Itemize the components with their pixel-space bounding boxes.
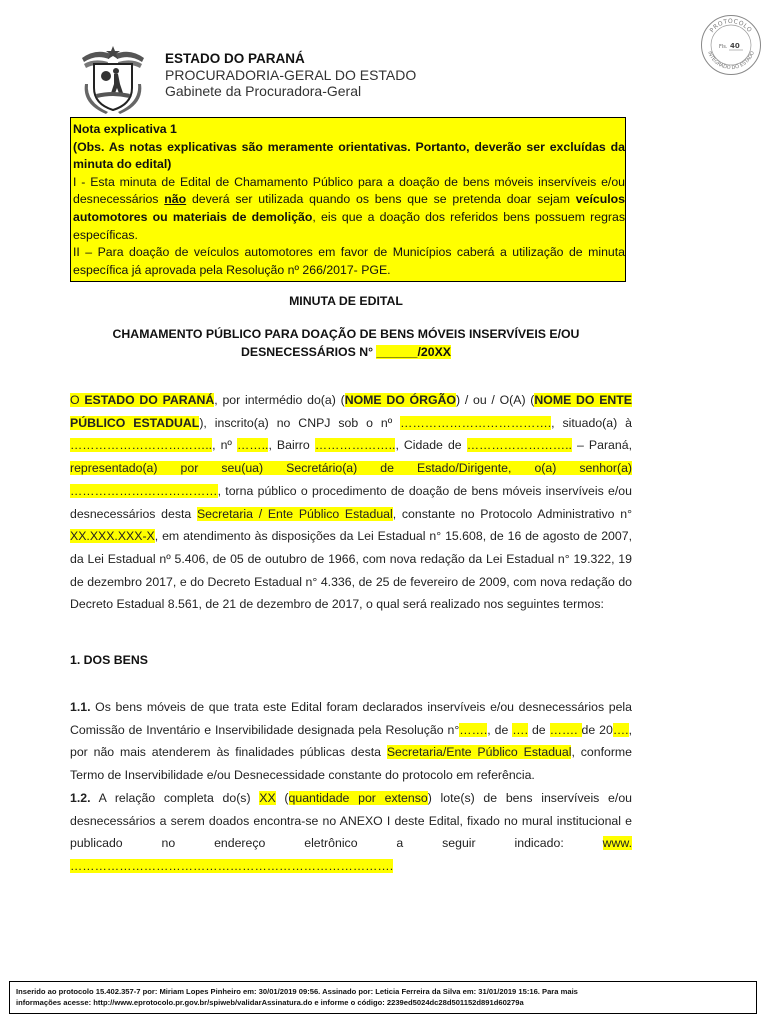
footer-line-2: informações acesse: http://www.eprotocolo.pr.gov.br/spiweb/validarAssinatura.do e informe o código: 2239ed5024dc28d501152d891d60279a [16,998,524,1007]
stamp-top-text: PROTOCOLO [708,17,754,35]
note-emphasis-vehicles: veículos automotores ou materiais de demolição [73,192,626,224]
organization-header [165,51,416,99]
note-observation: (Obs. As notas explicativas são meramente orientativas. Portanto, deverão ser excluídas da minuta do edital) [73,139,625,172]
stamp-fls-label: Fls. [719,44,728,50]
clause-1-1: 1.1. Os bens móveis de que trata este Edital foram declarados inservíveis e/ou desnecessários pela Comissão de Inventário e Inservibilidade designada pela Resolução n°……., de …. de ……. de 20…., por não mais atenderem às finalidades públicas desta Secretaria/Ente Público Estadual, conforme Termo de Inservibilidade e/ou Desnecessidade constante do protocolo em referência. [70,700,633,783]
signature-footer [9,981,757,1014]
protocol-stamp [700,14,762,76]
intro-paragraph: O ESTADO DO PARANÁ, por intermédio do(a) (NOME DO ÓRGÃO) / ou / O(A) (NOME DO ENTE PÚBLICO ESTADUAL), inscrito(a) no CNPJ sob o nº ………………………………., situado(a) à …………………………….., nº …….., Bairro ……………….., Cidade de …………………….. – Paraná, representado(a) por seu(ua) Secretário(a) de Estado/Dirigente, o(a) senhor(a) ………………………………, torna público o procedimento de doação de bens móveis inservíveis e/ou desnecessários desta Secretaria / Ente Público Estadual, constante no Protocolo Administrativo n° XX.XXX.XXX-X, em atendimento às disposições da Lei Estadual n° 15.608, de 16 de agosto de 2007, da Lei Estadual nº 5.406, de 05 de outubro de 1966, com nova redação da Lei Estadual n° 19.322, 19 de dezembro 2017, e do Decreto Estadual n° 4.336, de 25 de fevereiro de 2009, com nova redação do Decreto Estadual 8.561, de 21 de dezembro de 2017, o qual será realizado nos seguintes termos: [70,393,632,612]
section-heading-bens: 1. DOS BENS [70,653,148,667]
note-paragraph-2: II – Para doação de veículos automotores em favor de Municípios caberá a utilização de minuta específica já aprovada pela Resolução nº 266/2017- PGE. [73,245,625,277]
section-1-paragraphs [70,696,632,878]
clause-1-2: 1.2. A relação completa do(s) XX (quantidade por extenso) lote(s) de bens inservíveis e/ou desnecessários a serem doados encontra-se no ANEXO I deste Edital, fixado no mural institucional e publicado no endereço eletrônico a seguir indicado: www. ……………………………………………………………………. [70,790,632,873]
document-subtitle: CHAMAMENTO PÚBLICO PARA DOAÇÃO DE BENS MÓVEIS INSERVÍVEIS E/OU DESNECESSÁRIOS N° ______/20XX [112,327,580,359]
coat-of-arms-icon [78,44,148,114]
state-name: ESTADO DO PARANÁ [165,51,305,66]
agency-name: PROCURADORIA-GERAL DO ESTADO [165,67,417,83]
note-paragraph-1: I - Esta minuta de Edital de Chamamento Público para a doação de bens móveis inservíveis e/ou desnecessários não deverá ser utilizada quando os bens que se pretenda doar sejam veículos automotores ou materiais de demolição, eis que a doação dos referidos bens possuem regras específicas. [73,174,626,242]
document-title: MINUTA DE EDITAL [289,294,403,308]
edital-number-placeholder: ______/20XX [376,345,451,359]
website-placeholder: www. ……………………………………………………………………. [70,836,632,873]
note-emphasis-nao: não [164,192,187,207]
stamp-bottom-text: INTEGRADO DO ESTADO [706,50,756,72]
footer-line-1: Inserido ao protocolo 15.402.357-7 por: Miriam Lopes Pinheiro em: 30/01/2019 09:56. Assinado por: Leticia Ferreira da Silva em: 31/01/2019 15:16. Para mais [16,987,578,996]
office-name: Gabinete da Procuradora-Geral [165,83,362,99]
note-title: Nota explicativa 1 [73,122,177,136]
explanatory-note-box [70,117,626,282]
stamp-fls-number: 40 [730,42,740,50]
